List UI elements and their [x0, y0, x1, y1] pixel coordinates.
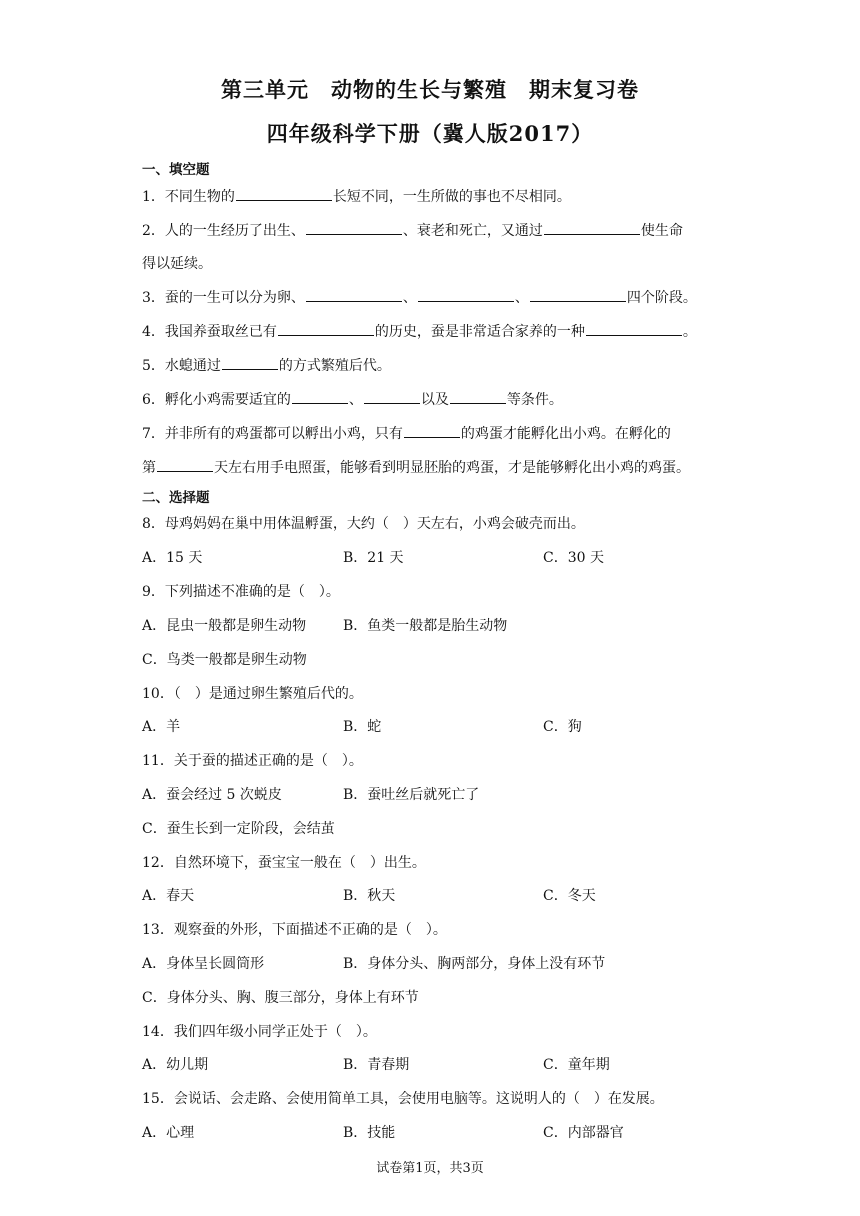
question-14-stem: 14．我们四年级小同学正处于（ ）。: [142, 1024, 377, 1040]
q6-blank-1[interactable]: [292, 389, 348, 404]
q1-blank-1[interactable]: [236, 186, 332, 201]
q15-option-c[interactable]: C．内部器官: [543, 1125, 624, 1141]
question-7: [142, 423, 671, 443]
q5-blank-1[interactable]: [222, 355, 278, 370]
exam-subtitle: 四年级科学下册（冀人版2017）: [266, 121, 594, 146]
q6-text-b: 、: [348, 392, 363, 408]
q6-text-a: 6．孵化小鸡需要适宜的: [142, 392, 291, 408]
q13-option-a[interactable]: A．身体呈长圆筒形: [142, 956, 265, 972]
q11-option-b[interactable]: B．蚕吐丝后就死亡了: [343, 787, 480, 803]
question-8-stem: 8．母鸡妈妈在巢中用体温孵蛋，大约（ ）天左右，小鸡会破壳而出。: [142, 516, 585, 532]
q2-text-c: 使生命: [640, 223, 683, 239]
q8-option-a[interactable]: A．15 天: [142, 550, 203, 566]
q5-text-b: 的方式繁殖后代。: [278, 358, 391, 374]
q4-blank-1[interactable]: [278, 321, 374, 336]
q15-option-b[interactable]: B．技能: [343, 1125, 396, 1141]
question-4: [142, 321, 697, 341]
q8-option-b[interactable]: B．21 天: [343, 550, 404, 566]
q3-blank-3[interactable]: [530, 287, 626, 302]
q2-blank-2[interactable]: [544, 220, 640, 235]
section-fill-blank-heading: 一、填空题: [142, 162, 210, 178]
q13-option-b[interactable]: B．身体分头、胸两部分，身体上没有环节: [343, 956, 606, 972]
q10-option-b[interactable]: B．蛇: [343, 719, 382, 735]
q12-option-c[interactable]: C．冬天: [543, 888, 596, 904]
q7-blank-2[interactable]: [157, 457, 213, 472]
question-11-stem: 11．关于蚕的描述正确的是（ ）。: [142, 753, 363, 769]
q7-text-c: 第: [142, 460, 156, 476]
q14-option-c[interactable]: C．童年期: [543, 1057, 610, 1073]
q2-blank-1[interactable]: [306, 220, 402, 235]
question-12-stem: 12．自然环境下，蚕宝宝一般在（ ）出生。: [142, 855, 426, 871]
q15-option-a[interactable]: A．心理: [142, 1125, 195, 1141]
question-2: [142, 220, 683, 240]
q12-option-b[interactable]: B．秋天: [343, 888, 396, 904]
q2-text-a: 2．人的一生经历了出生、: [142, 223, 305, 239]
q10-option-c[interactable]: C．狗: [543, 719, 582, 735]
q3-blank-1[interactable]: [306, 287, 402, 302]
q9-option-c[interactable]: C．鸟类一般都是卵生动物: [142, 652, 307, 668]
question-7-cont: [142, 457, 690, 477]
q7-text-b: 的鸡蛋才能孵化出小鸡。在孵化的: [460, 426, 671, 442]
q6-blank-3[interactable]: [450, 389, 506, 404]
q6-text-c: 以及: [420, 392, 449, 408]
q4-blank-2[interactable]: [586, 321, 682, 336]
question-9-stem: 9．下列描述不准确的是（ ）。: [142, 584, 340, 600]
q4-text-b: 的历史，蚕是非常适合家养的一种: [374, 324, 585, 340]
q1-text-a: 1．不同生物的: [142, 189, 235, 205]
q6-blank-2[interactable]: [364, 389, 420, 404]
q3-text-d: 四个阶段。: [626, 290, 697, 306]
question-5: [142, 355, 391, 375]
q3-text-c: 、: [514, 290, 529, 306]
q8-option-c[interactable]: C．30 天: [543, 550, 604, 566]
question-15-stem: 15．会说话、会走路、会使用简单工具，会使用电脑等。这说明人的（ ）在发展。: [142, 1091, 664, 1107]
question-1: [142, 186, 571, 206]
exam-title: 第三单元 动物的生长与繁殖 期末复习卷: [221, 77, 639, 102]
q7-text-d: 天左右用手电照蛋，能够看到明显胚胎的鸡蛋，才是能够孵化出小鸡的鸡蛋。: [214, 460, 690, 476]
q14-option-a[interactable]: A．幼儿期: [142, 1057, 209, 1073]
q3-text-b: 、: [402, 290, 417, 306]
section-choice-heading: 二、选择题: [142, 490, 210, 506]
q7-blank-1[interactable]: [404, 423, 460, 438]
q3-text-a: 3．蚕的一生可以分为卵、: [142, 290, 305, 306]
q5-text-a: 5．水螅通过: [142, 358, 221, 374]
q6-text-d: 等条件。: [506, 392, 563, 408]
q3-blank-2[interactable]: [418, 287, 514, 302]
q1-text-b: 长短不同，一生所做的事也不尽相同。: [332, 189, 571, 205]
q9-option-b[interactable]: B．鱼类一般都是胎生动物: [343, 618, 508, 634]
q7-text-a: 7．并非所有的鸡蛋都可以孵出小鸡，只有: [142, 426, 403, 442]
q14-option-b[interactable]: B．青春期: [343, 1057, 410, 1073]
q2-text-b: 、衰老和死亡，又通过: [402, 223, 543, 239]
question-3: [142, 287, 697, 307]
q11-option-a[interactable]: A．蚕会经过 5 次蜕皮: [142, 787, 282, 803]
page-footer: 试卷第1页，共3页: [376, 1161, 484, 1176]
q12-option-a[interactable]: A．春天: [142, 888, 195, 904]
question-6: [142, 389, 563, 409]
q9-option-a[interactable]: A．昆虫一般都是卵生动物: [142, 618, 307, 634]
question-13-stem: 13．观察蚕的外形，下面描述不正确的是（ ）。: [142, 922, 447, 938]
q11-option-c[interactable]: C．蚕生长到一定阶段，会结茧: [142, 821, 335, 837]
q10-option-a[interactable]: A．羊: [142, 719, 181, 735]
q13-option-c[interactable]: C．身体分头、胸、腹三部分，身体上有环节: [142, 990, 419, 1006]
question-2-cont: 得以延续。: [142, 256, 212, 272]
q4-text-a: 4．我国养蚕取丝已有: [142, 324, 277, 340]
question-10-stem: 10．（ ）是通过卵生繁殖后代的。: [142, 686, 363, 702]
q4-text-c: 。: [682, 324, 697, 340]
